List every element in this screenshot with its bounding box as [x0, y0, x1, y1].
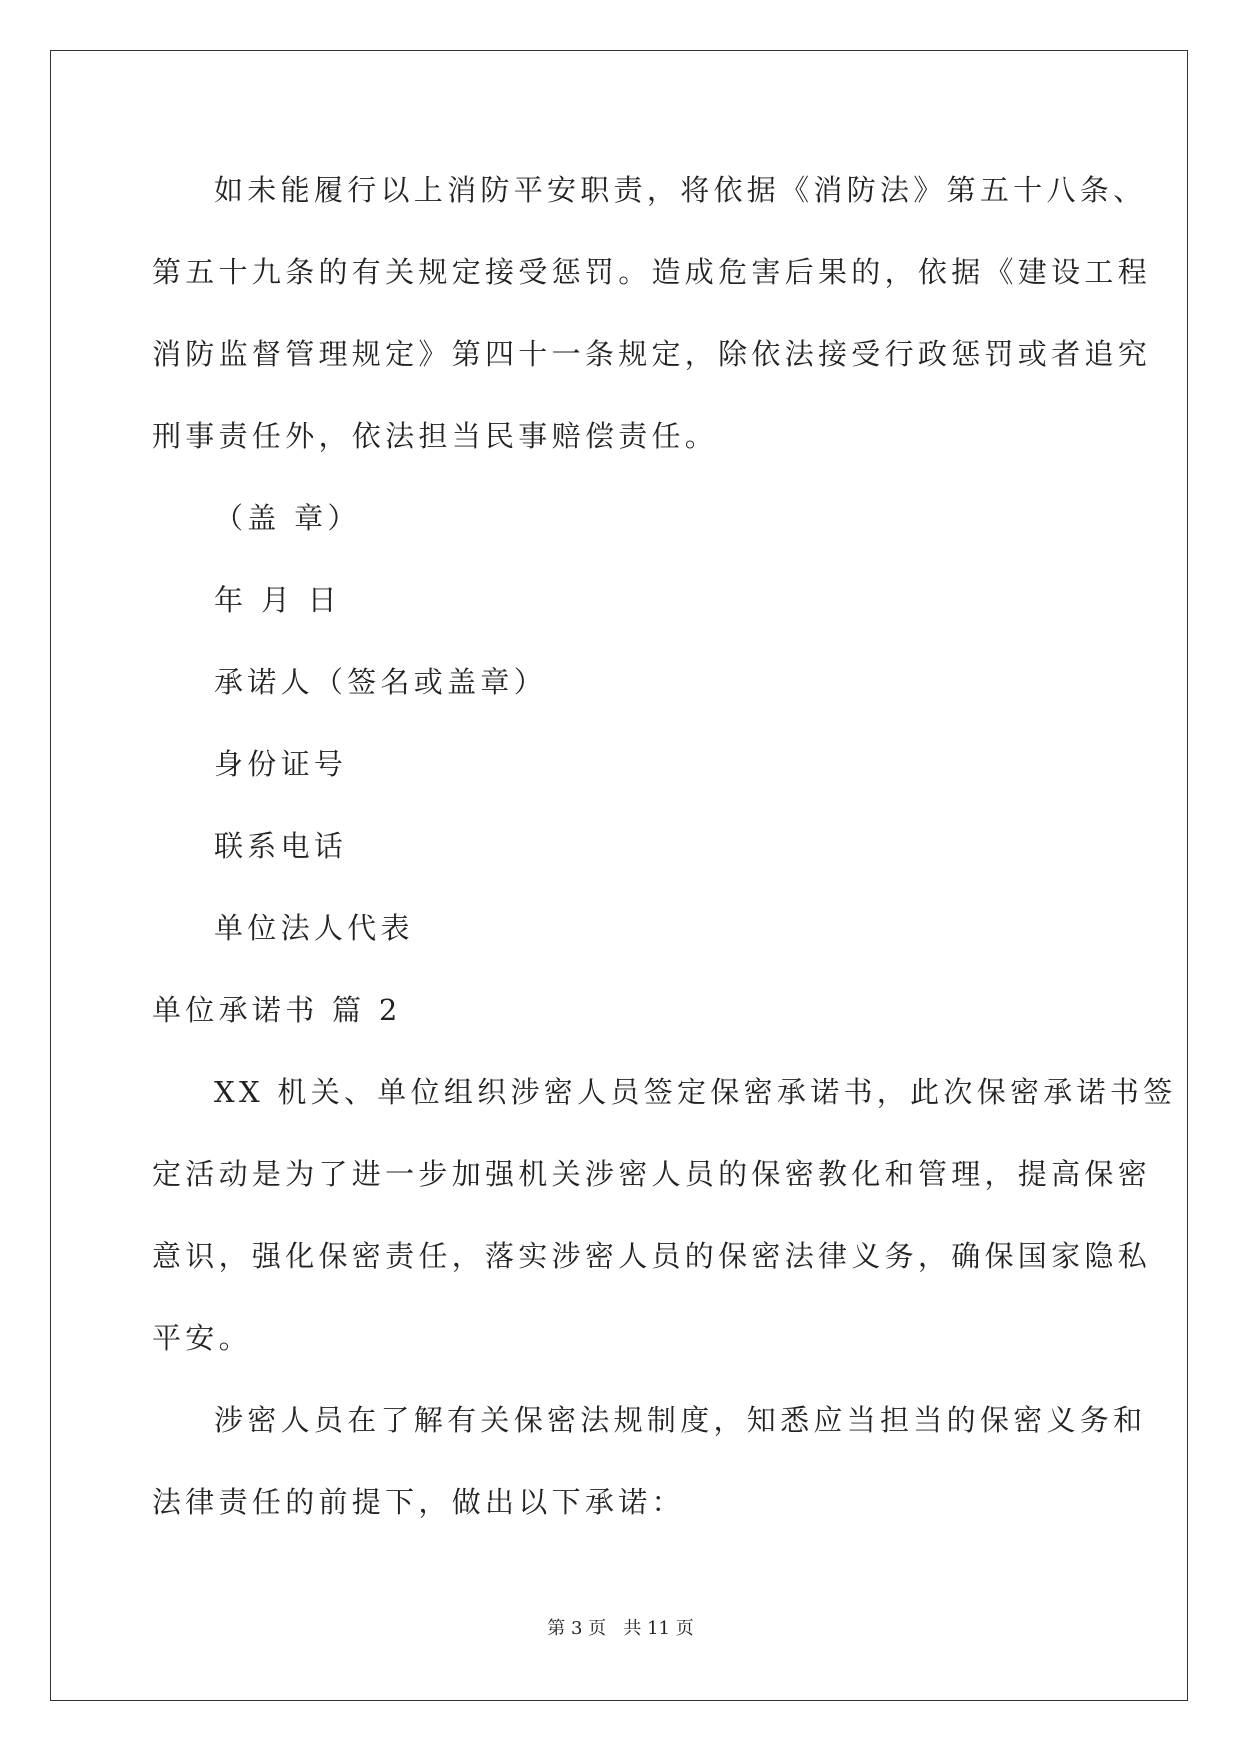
page-number-footer: 第 3 页 共 11 页 — [547, 1618, 694, 1639]
paragraph-line: 平安。 — [152, 1321, 252, 1355]
promisor-label: 承诺人（签名或盖章） — [214, 665, 548, 699]
paragraph-line: 定活动是为了进一步加强机关涉密人员的保密教化和管理，提高保密 — [152, 1157, 1152, 1191]
legal-representative-label: 单位法人代表 — [214, 911, 414, 945]
paragraph-line: 意识，强化保密责任，落实涉密人员的保密法律义务，确保国家隐私 — [152, 1239, 1152, 1273]
paragraph-line: 法律责任的前提下，做出以下承诺： — [152, 1485, 685, 1519]
paragraph-line: 如未能履行以上消防平安职责，将依据《消防法》第五十八条、 — [214, 173, 1147, 207]
date-label: 年 月 日 — [214, 583, 341, 617]
page-border — [50, 50, 1188, 1701]
seal-label: （盖 章） — [214, 501, 361, 535]
paragraph-line: 涉密人员在了解有关保密法规制度，知悉应当担当的保密义务和 — [214, 1403, 1147, 1437]
section-heading: 单位承诺书 篇 2 — [152, 993, 402, 1027]
paragraph-line: 第五十九条的有关规定接受惩罚。造成危害后果的，依据《建设工程 — [152, 255, 1152, 289]
paragraph-line: XX 机关、单位组织涉密人员签定保密承诺书，此次保密承诺书签 — [214, 1075, 1177, 1109]
id-number-label: 身份证号 — [214, 747, 348, 781]
phone-label: 联系电话 — [214, 829, 348, 863]
paragraph-line: 刑事责任外，依法担当民事赔偿责任。 — [152, 419, 719, 453]
paragraph-line: 消防监督管理规定》第四十一条规定，除依法接受行政惩罚或者追究 — [152, 337, 1152, 371]
